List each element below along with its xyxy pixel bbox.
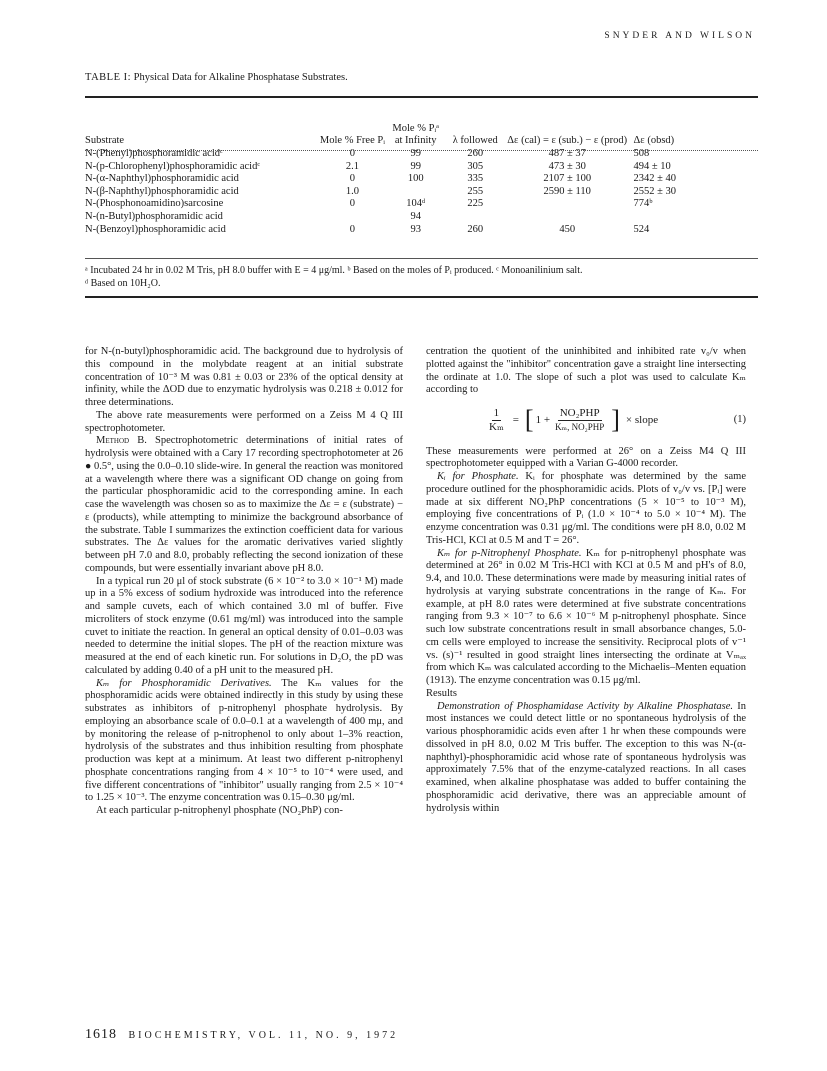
- table-cell: 0: [349, 198, 356, 210]
- equation-fraction: [553, 407, 606, 434]
- paragraph: The above rate measurements were performed on a Zeiss M 4 Q III spectrophotometer.: [85, 409, 403, 434]
- table-cell: [443, 211, 506, 224]
- equation-numerator: NO₂PHP: [559, 407, 600, 419]
- table-cell: [507, 211, 628, 224]
- equation-equals: =: [512, 413, 519, 426]
- table-cell: [507, 198, 628, 211]
- table-cell: 2342 ± 40: [633, 173, 677, 185]
- table-cell: N-(n-Butyl)phosphoramidic acid: [85, 210, 223, 222]
- paragraph: [85, 435, 403, 575]
- table-cell: 225: [467, 198, 484, 210]
- table-cell: 255: [467, 185, 484, 197]
- table-cell: 487 ± 37: [548, 148, 586, 159]
- table-row: [85, 161, 758, 174]
- table-cell: N-(Phenyl)phosphoramidic acidᶜ: [85, 148, 223, 159]
- section-rule: [85, 296, 758, 298]
- table-cell: 508: [633, 148, 650, 159]
- results-heading: Results: [426, 687, 457, 699]
- paragraph-text: Kₘ for p-nitrophenyl phosphate was determined at 26° in 0.02 M Tris-HCl with KCl at 0.5 M and pH's of 8.0, 9.4, and 10.0. These determinations were made by measuring initial rates of hydrolysis at varying substrate concentrations in the range of Kₘ. For example, at pH 8.0 rates were determined at five substrate concentrations ranging from 9.3 × 10⁻⁷ to 6.6 × 10⁻⁶ M p-nitrophenyl phosphate. Since such low substrate concentrations result in small absorbance changes, 5.0-cm cells were employed to increase the sensitivity. Reciprocal plots of v⁻¹ vs. (s)⁻¹ resulted in good straight lines intersecting the ordinate at Vₘₐₓ from which Kₘ was calculated according to the Michaelis–Menten equation (1913). The enzyme concentration was 0.15 μg/ml.: [426, 547, 746, 686]
- table-label: TABLE I:: [85, 72, 132, 83]
- table-cell: N-(α-Naphthyl)phosphoramidic acid: [85, 173, 239, 185]
- column-header: Δε (obsd): [633, 135, 675, 147]
- table-cell: N-(p-Chlorophenyl)phosphoramidic acidᶜ: [85, 160, 261, 172]
- right-bracket: ]: [611, 405, 620, 435]
- table-cell: 450: [559, 223, 576, 235]
- table-row: [85, 198, 758, 211]
- table-cell: 94: [410, 210, 421, 222]
- equation-number: (1): [733, 413, 746, 425]
- equation-slope: × slope: [625, 413, 659, 426]
- equation-1: [484, 407, 746, 434]
- column-header: λ followed: [452, 135, 498, 147]
- table-cell: 2590 ± 110: [543, 185, 591, 197]
- paragraph: [85, 678, 403, 806]
- subsection-heading: Kₘ for Phosphoramidic Derivatives.: [96, 677, 272, 689]
- table-cell: 93: [410, 223, 421, 235]
- table-cell: 2.1: [345, 160, 359, 172]
- table-footnote: ᵈ Based on 10H₂O.: [85, 278, 161, 289]
- table-cell: 99: [410, 148, 421, 159]
- substrate-table: [85, 100, 758, 236]
- equation-body: [484, 407, 658, 434]
- paragraph: for N-(n-butyl)phosphoramidic acid. The background due to hydrolysis of this compound in the molybdate reagent at an initial substrate concentration of 10⁻³ M was 0.81 ± 0.03 or 23% of the optical density at infinity, while the ΔOD due to enzymatic hydrolysis was 0.218 ± 0.012 for three determinations.: [85, 346, 403, 408]
- column-header: Substrate: [85, 135, 125, 147]
- column-header: Mole % Pᵢᵃ at Infinity: [392, 122, 439, 147]
- paragraph: [426, 548, 746, 688]
- page-number: 1618: [85, 1027, 117, 1042]
- table-cell: 104ᵈ: [406, 198, 426, 210]
- left-bracket: [: [524, 405, 534, 435]
- equation-numerator: 1: [493, 407, 500, 419]
- equation-fraction: [487, 407, 506, 434]
- table-cell: 305: [467, 160, 484, 172]
- table-cell: 335: [467, 173, 484, 185]
- table-cell: 2552 ± 30: [633, 185, 677, 197]
- subsection-heading: Kᵢ for Phosphate.: [437, 471, 519, 482]
- paragraph: [426, 701, 746, 816]
- equation-denominator: Kₘ: [489, 420, 504, 433]
- table-cell: 774ᵇ: [633, 198, 653, 210]
- table-row: [85, 186, 758, 199]
- subsection-heading: Demonstration of Phosphamidase Activity by Alkaline Phosphatase.: [437, 700, 733, 712]
- table-cell: 260: [467, 148, 484, 159]
- paragraph: In a typical run 20 μl of stock substrate (6 × 10⁻² to 3.0 × 10⁻¹ M) made up in a 5% excess of sodium hydroxide was introduced into the reference and sample cuvets, each of which contained 3.0 ml of buffer. Five microliters of stock enzyme (0.61 mg/ml) was introduced into the sample cuvet to initiate the reaction. In general an optical density of 0.01–0.03 was needed to determine the initial slopes. The pH of the reaction mixture was measured at the end of each kinetic run. For solutions in D₂O, the pD was calculated by adding 0.40 of a pH unit to the measured pH.: [85, 575, 403, 676]
- table-cell: 99: [410, 160, 421, 172]
- equation-denominator: Kₘ, NO₂PHP: [555, 421, 605, 432]
- table-cell: 0: [349, 173, 356, 185]
- table-cell: N-(Phosphonoamidino)sarcosine: [85, 198, 224, 210]
- paragraph: These measurements were performed at 26° on a Zeiss M4 Q III spectrophotometer equipped with a Varian G-4000 recorder.: [426, 445, 746, 470]
- table-row: [85, 211, 758, 224]
- table-cell: 494 ± 10: [633, 160, 671, 172]
- table-footnote: ᵃ Incubated 24 hr in 0.02 M Tris, pH 8.0 buffer with E = 4 μg/ml. ᵇ Based on the moles of Pᵢ produced. ᶜ Monoanilinium salt.: [85, 265, 583, 276]
- paragraph-text: In most instances we could detect little or no spontaneous hydrolysis of the various phosphoramidic acids even after 1 hr when these compounds were dissolved in pH 8.0, 0.02 M Tris buffer. The exception to this was N-(α-naphthyl)-phosphoramidic acid whose rate of spontaneous hydrolysis was approximately 7.5% that of the enzyme-catalyzed reactions. In all cases examined, when alkaline phosphatase was added to buffer containing the phosphoramidic acid derivative, there was an appreciable amount of hydrolysis within: [426, 700, 746, 814]
- table-bottom-rule: [85, 258, 758, 259]
- table-body: [85, 148, 758, 236]
- left-column: [85, 346, 403, 818]
- table-cell: 2107 ± 100: [543, 173, 592, 185]
- table-cell: N-(Benzoyl)phosphoramidic acid: [85, 223, 226, 235]
- paragraph: centration the quotient of the uninhibited and inhibited rate v₀/v when plotted against the "inhibitor" concentration gave a straight line intersecting the ordinate at 1.0. The slope of such a plot was used to calculate Kₘ according to: [426, 346, 746, 396]
- table-cell: 1.0: [345, 185, 359, 197]
- table-cell: 0: [349, 148, 356, 159]
- table-cell: 100: [407, 173, 424, 185]
- paragraph-text: B. Spectrophotometric determinations of initial rates of hydrolysis were obtained with a Cary 17 recording spectrophotometer at 26 ● 0.5°, using the 0.0–0.10 slide-wire. In general the reaction was monitored at a wavelength where there was a significant OD change on going from the particular phosphoramidic acid to the corresponding amine. In each case the wavelength was chosen so as to maximize the Δε = ε (substrate) − ε (products), while attempting to minimize the background absorbance of the substrate. Table I summarizes the extinction coefficient data for various substrates. The Δε values for the aromatic derivatives varied slightly between pH 7.0 and 8.0, probably reflecting the second ionization of these compounds, but were essentially invariant above pH 8.0.: [85, 435, 403, 574]
- paragraph-text: Kᵢ for phosphate was determined by the same procedure outlined for the phosphoramidic acids. Plots of v₀/v vs. [Pᵢ] were made at six different NO₂PhP concentrations (5 × 10⁻⁵ to 10⁻³ M), employing five concentrations of Pᵢ (1.0 × 10⁻⁴ to 5.0 × 10⁻⁴ M). The enzyme concentration was 0.31 μg/ml. The conditions were pH 8.0, 0.02 M Tris-HCl, KCl at 0.5 M and T = 26°.: [426, 471, 746, 546]
- table-title-text: Physical Data for Alkaline Phosphatase Substrates.: [133, 72, 348, 83]
- running-head: SNYDER AND WILSON: [604, 31, 755, 41]
- table-top-rule: [85, 96, 758, 98]
- table-cell: N-(β-Naphthyl)phosphoramidic acid: [85, 185, 239, 197]
- table-cell: 524: [633, 223, 650, 235]
- journal-citation: BIOCHEMISTRY, VOL. 11, NO. 9, 1972: [128, 1030, 399, 1041]
- subsection-heading: Kₘ for p-Nitrophenyl Phosphate.: [437, 547, 582, 559]
- page-footer: [85, 1027, 398, 1043]
- paragraph: At each particular p-nitrophenyl phosphate (NO₂PhP) con-: [96, 805, 343, 816]
- paragraph-text: The Kₘ values for the phosphoramidic acids were obtained indirectly in this study by using these substrates as inhibitors of p-nitrophenyl phosphate hydrolysis. By employing an absorbance scale of 0.0–0.1 at a wavelength of 400 mμ, and by monitoring the release of p-nitrophenol to only about 1–3% reaction, hydrolysis of the substrates and thus inhibition resulting from phosphate production was kept at a minimum. At least two different p-nitrophenyl phosphate concentrations ranging from 4 × 10⁻⁵ to 10⁻⁴ were used, and five different concentrations of "inhibitor" usually ranging from 2.5 × 10⁻⁴ to 1.25 × 10⁻³. The enzyme concentration was 0.15–0.30 μg/ml.: [85, 677, 403, 804]
- column-header: Mole % Free Pᵢ: [319, 135, 385, 147]
- table-row: [85, 173, 758, 186]
- method-heading: Method: [96, 435, 130, 447]
- right-column: [426, 346, 746, 815]
- table-header-row: [85, 100, 758, 148]
- table-cell: 0: [349, 223, 356, 235]
- table-header-rule: [85, 150, 758, 151]
- table-cell: 473 ± 30: [548, 160, 586, 172]
- table-row: [85, 224, 758, 237]
- column-header: Δε (cal) = ε (sub.) − ε (prod): [507, 135, 628, 147]
- table-cell: [388, 186, 444, 199]
- table-cell: [628, 211, 758, 224]
- table-cell: [317, 211, 388, 224]
- paragraph: [426, 471, 746, 548]
- table-footnotes: [85, 264, 765, 290]
- table-title: [85, 72, 348, 83]
- equation-one-plus: 1 +: [535, 413, 551, 426]
- table-cell: 260: [467, 223, 484, 235]
